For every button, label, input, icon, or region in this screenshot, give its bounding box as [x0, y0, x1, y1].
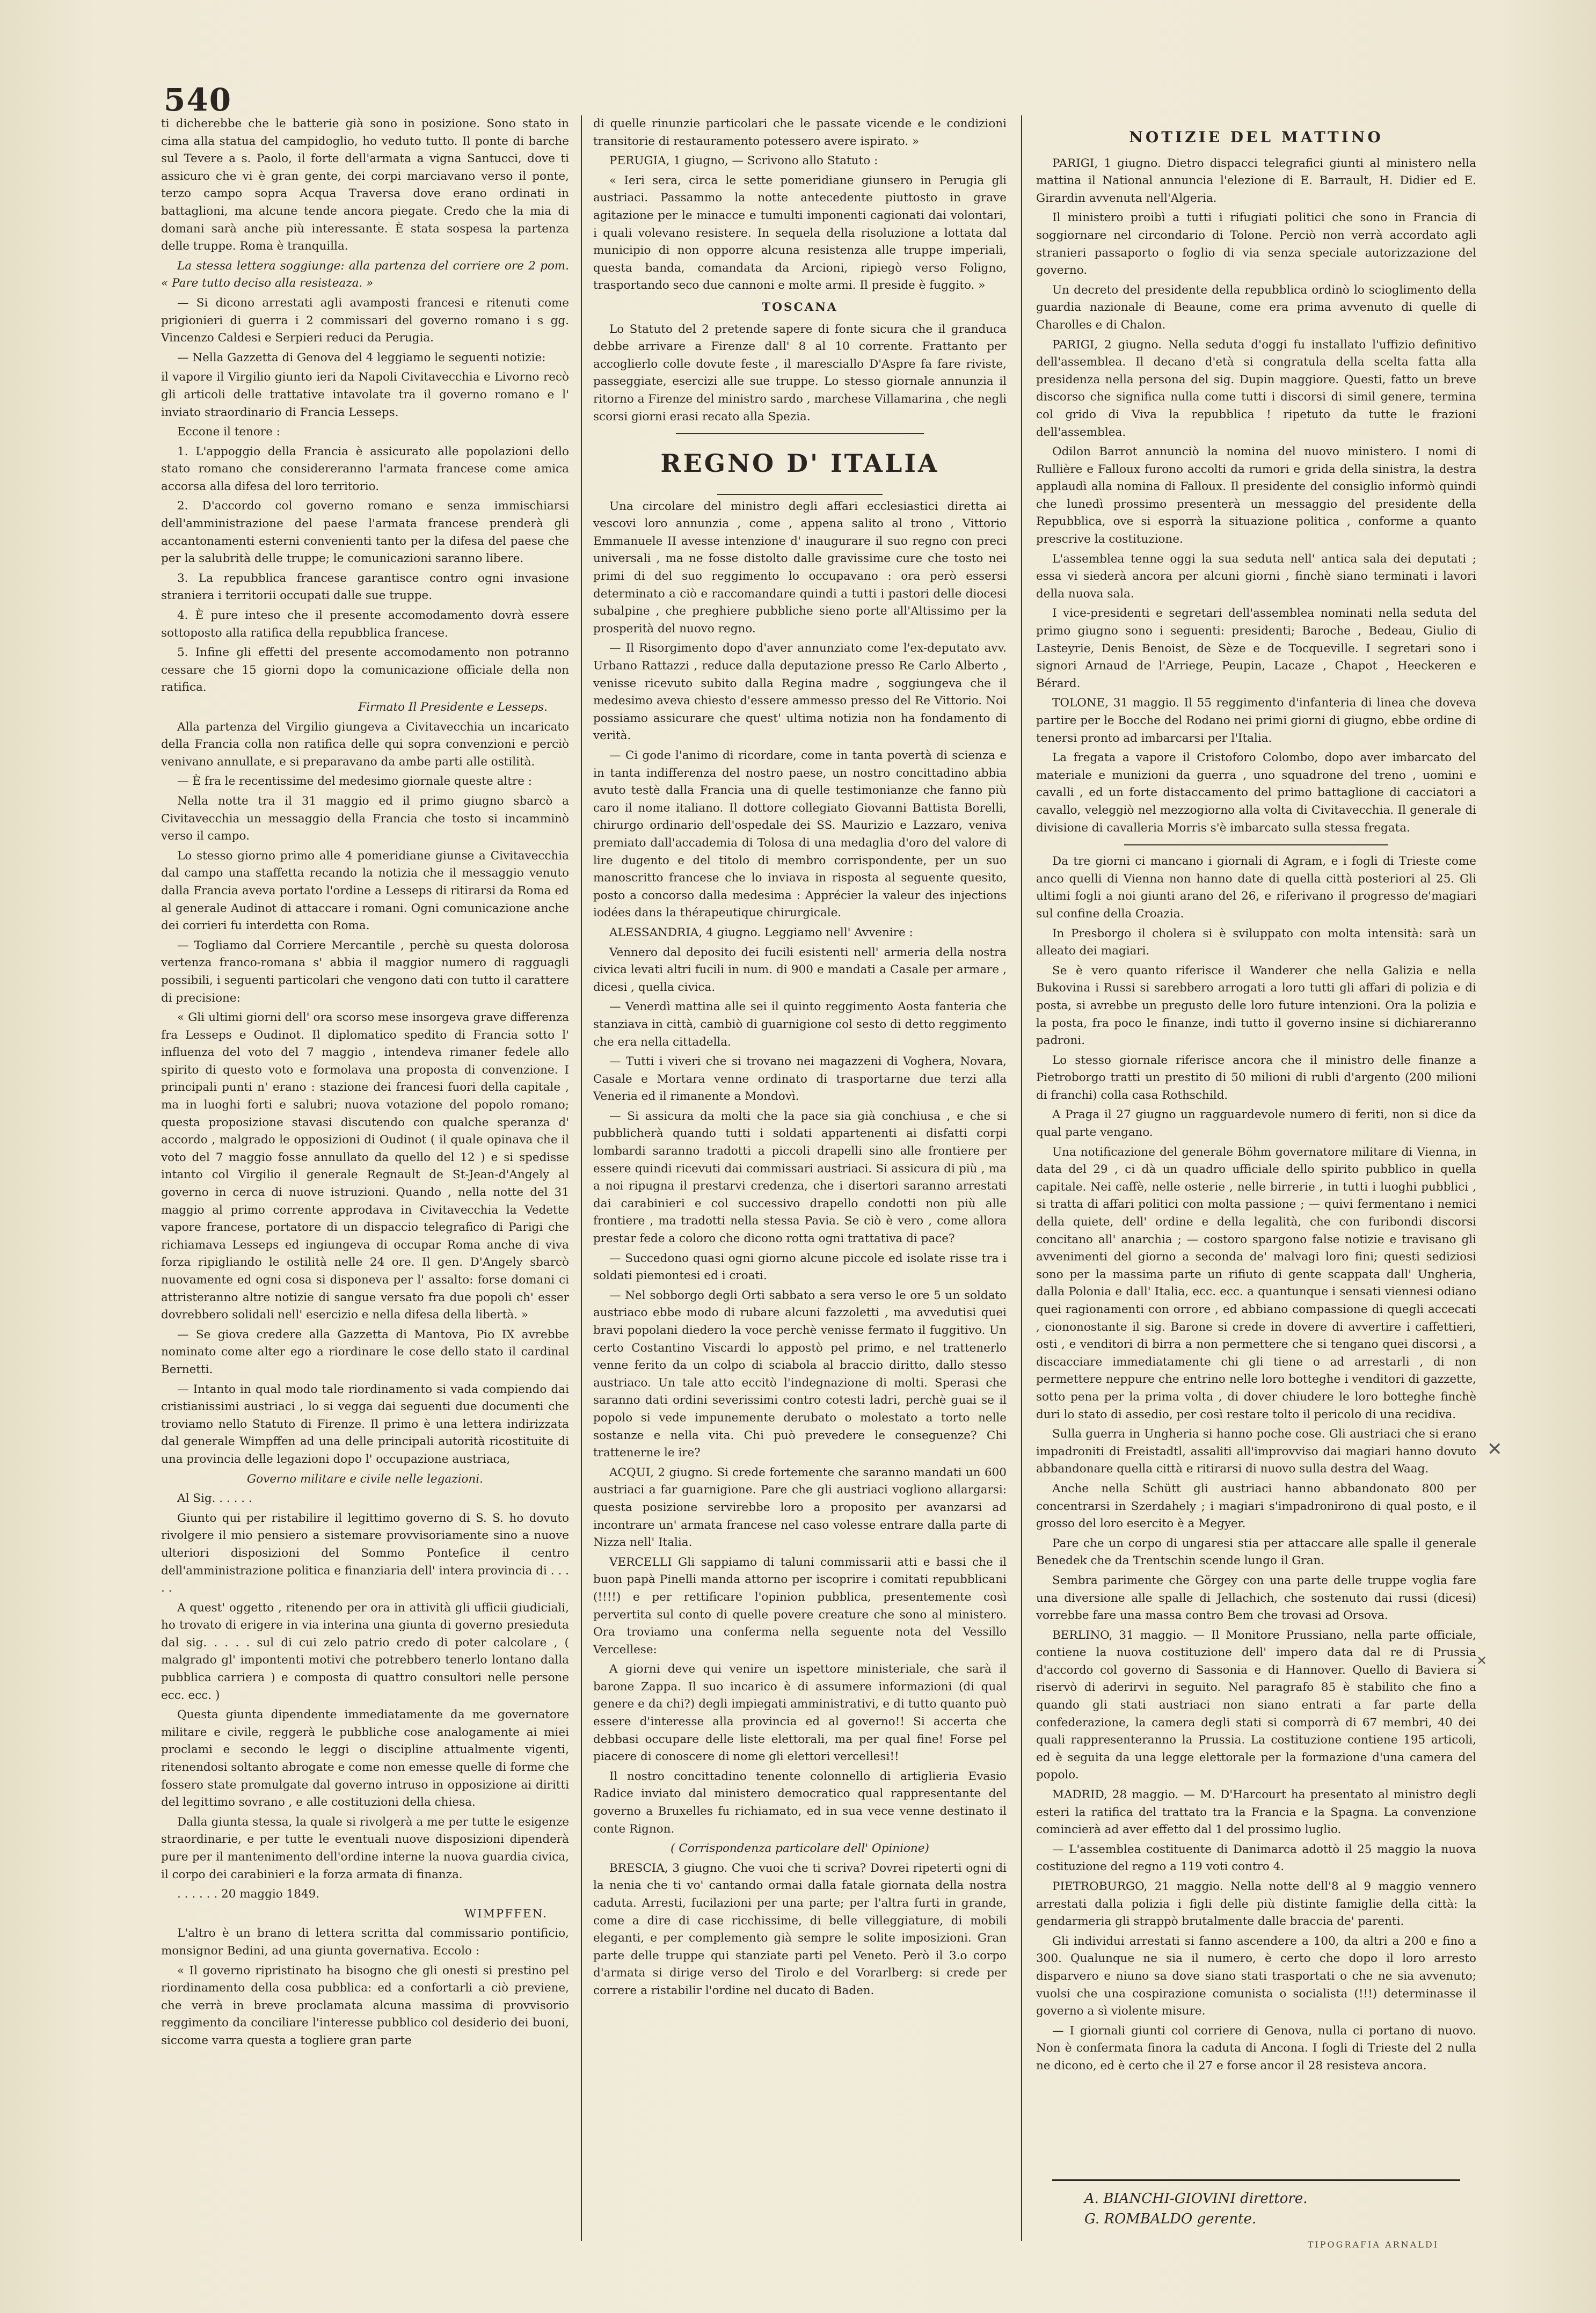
- paragraph: PIETROBURGO, 21 maggio. Nella notte dell'8 al 9 maggio vennero arrestati dalla polizia i figli delle più distinte famiglie della città: la gendarmeria gli strappò brutalmente dalle braccia de' parenti.: [1036, 1880, 1476, 1929]
- paragraph: Al Sig. . . . . .: [177, 1492, 252, 1506]
- paragraph: Giunto qui per ristabilire il legittimo governo di S. S. ho dovuto rivolgere il mio pensiero a sistemare provvisoriamente sino a nuove ulteriori disposizioni del Sommo Pontefice il centro dell'amministrazione politica e finanziaria dell' intera provincia di . . . . .: [161, 1511, 569, 1595]
- paragraph: Nella notte tra il 31 maggio ed il primo giugno sbarcò a Civitavecchia un messaggio della Francia che tosto si incamminò verso il campo.: [161, 794, 569, 843]
- section-heading-regno: REGNO D' ITALIA: [660, 449, 939, 478]
- column-3: [1036, 129, 1476, 2077]
- masthead-footer: [1052, 2179, 1460, 2255]
- column-2: [593, 115, 1007, 2002]
- paragraph: — Si assicura da molti che la pace sia già conchiusa , e che si pubblicherà quando tutti i soldati appartenenti ai disfatti corpi lombardi saranno tradotti a piccoli drapelli sino alle frontiere per essere quindi ricevuti dai commissari austriaci. Si assicura di più , ma a noi ripugna il prestarvi credenza, che i disertori saranno arrestati dai carabinieri e col successivo drapello condotti non più alle frontiere , ma tradotti nella stessa Pavia. Se ciò è vero , come allora prestar fede a coloro che dicono rotta ogni trattativa di pace?: [593, 1109, 1007, 1246]
- column-rule-2: [1021, 115, 1022, 2241]
- paragraph: Il nostro concittadino tenente colonnello di artiglieria Evasio Radice inviato dal ministero democratico qual rappresentante del governo a Bruxelles fu richiamato, ed in sua vece venne destinato il conte Rignon.: [593, 1769, 1007, 1836]
- paragraph: VERCELLI Gli sappiamo di taluni commissarii atti e bassi che il buon papà Pinelli manda attorno per iscoprire i comitati repubblicani (!!!!) e per rettificare l'opinion pubblica, presentemente così pervertita sul conto di quelle povere creature che sono al ministero. Ora troviamo una conferma nella seguente nota del Vessillo Vercellese:: [593, 1555, 1007, 1657]
- paragraph: I vice-presidenti e segretari dell'assemblea nominati nella seduta del primo giugno sono i seguenti: presidenti; Baroche , Bedeau, Giulio di Lasteyrie, Denis Benoist, de Sèze e de Tocqueville. I segretari sono i signori Arnaud de l'Arriege, Peupin, Lacaze , Chapot , Heeckeren e Bérard.: [1036, 607, 1476, 690]
- paragraph: — Se giova credere alla Gazzetta di Mantova, Pio IX avrebbe nominato come alter ego a riordinare le cose dello stato il cardinal Bernetti.: [161, 1327, 569, 1376]
- paragraph: La fregata a vapore il Cristoforo Colombo, dopo aver imbarcato del materiale e munizioni da guerra , uno squadrone del treno , uomini e cavalli , ed un forte distaccamento del primo battaglione di cacciatori a cavallo, veleggiò nel mezzogiorno alla volta di Civitavecchia. Il generale di divisione di cavalleria Morris s'è imbarcato sulla stessa fregata.: [1036, 751, 1476, 835]
- paragraph: Da tre giorni ci mancano i giornali di Agram, e i fogli di Trieste come anco quelli di Vienna non hanno date di quella città posteriori al 25. Gli ultimi fogli a noi giunti arano del 26, e riferivano il progresso de'magiari sul confine della Croazia.: [1036, 855, 1476, 921]
- paragraph: « Gli ultimi giorni dell' ora scorso mese insorgeva grave differenza fra Lesseps e Oudinot. Il diplomatico spedito di Francia sotto l' influenza del voto del 7 maggio , intendeva rimaner fedele allo spirito di questo voto e formolava una proposta di convenzione. I principali punti n' erano : stazione dei francesi fuori della capitale , ma in luoghi forti e salubri; nuova votazione del popolo romano; questa proposizione stavasi discutendo con qualche speranza d' accordo , malgrado le opposizioni di Oudinot ( il quale opinava che il voto del 7 maggio fosse annullato da quello del 12 ) e si spedisse intanto col Virgilio il generale Regnault de St-Jean-d'Angely al governo in cerca di nuove istruzioni. Quando , nella notte del 31 maggio al primo corrente approdava in Civitavecchia la Vedette vapore francese, portatore di un dispaccio telegrafico di Parigi che richiamava Lesseps ed ingiungeva di occupar Roma anche di viva forza ripigliando le ostilità nelle 24 ore. Il gen. D'Angely sbarcò nuovamente ed ogni cosa si disponeva per l' assalto: forse domani ci attristeranno altre notizie di sangue versato fra due popoli ch' esser dovrebbero solidali nell' esercizio e nella difesa della libertà. »: [161, 1011, 569, 1322]
- paragraph: Lo stesso giorno primo alle 4 pomeridiane giunse a Civitavecchia dal campo una staffetta recando la notizia che il messaggio venuto dalla Francia aveva portato l'ordine a Lesseps di ritirarsi da Roma ed al generale Audinot di attaccare i romani. Ogni comunicazione anche dei corrieri fu interdetta con Roma.: [161, 849, 569, 933]
- paragraph: 2. D'accordo col governo romano e senza immischiarsi dell'amministrazione del paese l'armata francese prenderà gli accantonamenti esterni convenienti tanto per la difesa del paese che per la salubrità delle truppe; le comunicazioni saranno libere.: [161, 499, 569, 566]
- paragraph: L'altro è un brano di lettera scritta dal commissario pontificio, monsignor Bedini, ad una giunta governativa. Eccolo :: [161, 1927, 569, 1958]
- paragraph: PERUGIA, 1 giugno, — Scrivono allo Statuto :: [609, 154, 878, 168]
- paragraph: Sembra parimente che Görgey con una parte delle truppe voglia fare una diversione alle spalle di Jellachich, che sostenuto dai russi (dicesi) vorrebbe fare una massa contro Bem che trovasi ad Orsova.: [1036, 1573, 1476, 1623]
- paragraph: Alla partenza del Virgilio giungeva a Civitavecchia un incaricato della Francia colla non ratifica delle qui sopra convenzioni e perciò venivano annullate, e si preparavano da ambe parti alle ostilità.: [161, 720, 569, 769]
- separator-line: [717, 494, 883, 495]
- paragraph: — Togliamo dal Corriere Mercantile , perchè su questa dolorosa vertenza franco-romana s' abbia il maggior numero di ragguagli possibili, i seguenti particolari che vengono dati con tutto il carattere di precisione:: [161, 938, 569, 1005]
- paragraph: PARIGI, 1 giugno. Dietro dispacci telegrafici giunti al ministero nella mattina il National annuncia l'elezione di E. Barrault, H. Didier ed E. Girardin avvenuta nell'Algeria.: [1036, 156, 1476, 205]
- paragraph: il vapore il Virgilio giunto ieri da Napoli Civitavecchia e Livorno recò gli articoli delle trattative intavolate tra il governo romano e l' inviato straordinario di Francia Lesseps.: [161, 370, 569, 419]
- paragraph: Una notificazione del generale Böhm governatore militare di Vienna, in data del 29 , ci dà un quadro ufficiale dello spirito pubblico in quella capitale. Nei caffè, nelle osterie , nelle birrerie , in tutti i luoghi pubblici , si tratta di affari politici con molta passione ; — quivi fermentano i nemici della quiete, dell' ordine e della legalità, che con furibondi discorsi concitano all' anarchia ; — costoro spargono false notizie e travisano gli avvenimenti del giorno a seconda de' malvagi loro fini; questi sediziosi sono per la massima parte un rifiuto di gente scappata dall' Ungheria, dalla Polonia e dall' Italia, ecc. ecc. a quantunque i sensati viennesi odiano quei ragionamenti con orrore , ed abbiano compassione di quegli accecati , ciononostante il sig. Barone si crede in dovere di avvertire i caffettieri, osti , e venditori di birra a non permettere che si tengano quei discorsi , a discacciare immediatamente chi gli tiene o ad arrestarli , di non permettere neppure che entrino nelle loro botteghe i venditori di gazzette, sotto pena per la prima volta , di dover chiudere le loro botteghe finchè duri lo stato di assedio, per così restare tolto il pericolo di una recidiva.: [1036, 1145, 1476, 1421]
- paragraph: 4. È pure inteso che il presente accomodamento dovrà essere sottoposto alla ratifica della repubblica francese.: [161, 609, 569, 640]
- paragraph: ACQUI, 2 giugno. Si crede fortemente che saranno mandati un 600 austriaci a far guarnigione. Pare che gli austriaci vogliono allargarsi: questa posizione servirebbe loro a proposito per avanzarsi ad incontrare un' armata francese nel caso volesse entrare dalla parte di Nizza nell' Italia.: [593, 1465, 1007, 1550]
- paragraph: La stessa lettera soggiunge: alla partenza del corriere ore 2 pom. « Pare tutto deciso alla resisteaza. »: [161, 259, 569, 290]
- section-heading-mattino: NOTIZIE DEL MATTINO: [1129, 128, 1383, 146]
- separator-line: [1124, 844, 1388, 845]
- paragraph: L'assemblea tenne oggi la sua seduta nell' antica sala dei deputati ; essa vi siederà ancora per alcuni giorni , finchè siano terminati i lavori della nuova sala.: [1036, 552, 1476, 601]
- dateline: . . . . . . 20 maggio 1849.: [177, 1887, 320, 1901]
- paragraph: — È fra le recentissime del medesimo giornale queste altre :: [177, 775, 533, 789]
- paragraph: Lo Statuto del 2 pretende sapere di fonte sicura che il granduca debbe arrivare a Firenze dall' 8 al 10 corrente. Frattanto per accoglierlo colle dovute feste , il maresciallo D'Aspre fa fare riviste, passeggiate, esercizi alle sue truppe. Lo stesso giornale annunzia il ritorno a Firenze del ministro sardo , marchese Villamarina , che negli scorsi giorni erasi recato alla Spezia.: [593, 322, 1007, 424]
- paragraph: — L'assemblea costituente di Danimarca adottò il 25 maggio la nuova costituzione del regno a 119 voti contro 4.: [1036, 1842, 1476, 1874]
- section-heading-toscana: TOSCANA: [762, 300, 838, 314]
- paragraph: MADRID, 28 maggio. — M. D'Harcourt ha presentato al ministro degli esteri la ratifica del trattato tra la Francia e la Spagna. La convenzione comincierà ad aver effetto dal 1 del prossimo luglio.: [1036, 1788, 1476, 1837]
- paragraph: di quelle rinunzie particolari che le passate vicende e le condizioni transitorie di restauramento potessero avere ispirato. »: [593, 117, 1007, 148]
- printer-credit: TIPOGRAFIA ARNALDI: [1307, 2239, 1439, 2250]
- document-heading: Governo militare e civile nelle legazioni.: [247, 1472, 483, 1486]
- signature: WIMPFFEN.: [464, 1907, 548, 1921]
- paragraph: ALESSANDRIA, 4 giugno. Leggiamo nell' Avvenire :: [609, 925, 913, 939]
- separator-line: [676, 433, 924, 434]
- column-1: [161, 115, 569, 2052]
- paragraph: Una circolare del ministro degli affari ecclesiastici diretta ai vescovi loro annunzia , come , appena salito al trono , Vittorio Emmanuele II avesse intenzione d' inaugurare il suo regno con preci universali , ma ne fosse distolto dalle gravissime cure che tosto nei primi di del suo reggimento lo occupavano : ora però essersi determinato a ciò e raccomandare quindi a tutti i pastori delle diocesi subalpine , che preghiere pubbliche sieno porte all'Altissimo per la prosperità del nuovo regno.: [593, 499, 1007, 636]
- paragraph: TOLONE, 31 maggio. Il 55 reggimento d'infanteria di linea che doveva partire per le Bocche del Rodano nei primi giorni di giugno, ebbe ordine di tenersi pronto ad imbarcarsi per l'Italia.: [1036, 696, 1476, 745]
- paragraph: In Presborgo il cholera si è sviluppato con molta intensità: sarà un alleato dei magiari.: [1036, 926, 1476, 958]
- paragraph: BRESCIA, 3 giugno. Che vuoi che ti scriva? Dovrei ripeterti ogni di la nenia che ti vo' cantando ormai dalla fatale giornata della nostra caduta. Arresti, fucilazioni per una parte; per l'altra furti in grande, come a dire di case ricchissime, di belle villeggiature, di mobili eleganti, e per complemento già sempre le solite imposizioni. Gran parte delle truppe qui stanziate parti pel Veneto. Però il 3.o corpo d'armata si dirige verso del Tirolo e del Vorarlberg: si crede per correre a ristabilir l'ordine nel ducato di Baden.: [593, 1861, 1007, 1997]
- margin-cross-mark: ✕: [1476, 1653, 1488, 1668]
- paragraph: 3. La repubblica francese garantisce contro ogni invasione straniera i territorii occupati dalle sue truppe.: [161, 571, 569, 603]
- paragraph: ti dicherebbe che le batterie già sono in posizione. Sono stato in cima alla statua del campidoglio, ho veduto tutto. Il ponte di barche sul Tevere a s. Paolo, il forte dell'armata a vigna Santucci, dove ti assicuro che vi è gran gente, dei corpi marciavano verso il ponte, terzo campo sopra Acqua Traversa dove erano ordinati in battaglioni, ma alcune tende ancora piegate. Credo che la mia di domani sarà anche più interessante. È stata sospesa la partenza delle truppe. Roma è tranquilla.: [161, 117, 569, 253]
- paragraph: 5. Infine gli effetti del presente accomodamento non potranno cessare che 15 giorni dopo la comunicazione officiale della non ratifica.: [161, 646, 569, 695]
- paragraph: « Ieri sera, circa le sette pomeridiane giunsero in Perugia gli austriaci. Passammo la notte antecedente piuttosto in grave agitazione per le minacce e tumulti imponenti cagionati dai volontari, i quali volevano resistere. In sequela della risoluzione a lottata dal municipio di non opporre alcuna resistenza alle truppe imperiali, questa banda, comandata da Arcioni, ripiegò verso Foligno, trasportando seco due cannoni e molte armi. Il preside è fuggito. »: [593, 173, 1007, 293]
- paragraph: — Si dicono arrestati agli avamposti francesi e ritenuti come prigionieri di guerra i 2 commissari del governo romano i s gg. Vincenzo Caldesi e Serpieri reduci da Perugia.: [161, 296, 569, 345]
- paragraph: Odilon Barrot annunciò la nomina del nuovo ministero. I nomi di Rullière e Falloux furono accolti da rumori e grida della sinistra, la destra applaudì alla nomina di Falloux. Il presidente del consiglio informò quindi che lunedì prossimo presenterà un messaggio del presidente della Repubblica, ove si esporrà la situazione politica , conforme a quanto prescrive la costituzione.: [1036, 445, 1476, 546]
- paragraph: Anche nella Schütt gli austriaci hanno abbandonato 800 per concentrarsi in Szerdahely ; i magiari s'impadronirono di qual posto, e il grosso del loro esercito è a Megyer.: [1036, 1482, 1476, 1531]
- paragraph: — Succedono quasi ogni giorno alcune piccole ed isolate risse tra i soldati piemontesi ed i croati.: [593, 1251, 1007, 1283]
- paragraph: — Nel sobborgo degli Orti sabbato a sera verso le ore 5 un soldato austriaco ebbe modo di rubare alcuni fazzoletti , ma avvedutisi quei bravi popolani diedero la voce perchè venisse fermato il fuggitivo. Un certo Costantino Viscardi lo appostò pel primo, e nel trattenerlo venne ferito da un colpo di sciabola al braccio diritto, dallo stesso austriaco. Un tale atto eccitò l'indegnazione di molti. Sperasi che saranno dati ordini severissimi contro cotesti ladri, perchè guai se il popolo si vede impunemente derubato o molestato a torto nelle sostanze e nella vita. Chi può prevedere le conseguenze? Chi trattenerne le ire?: [593, 1288, 1007, 1460]
- paragraph: Se è vero quanto riferisce il Wanderer che nella Galizia e nella Bukovina i Russi si sarebbero arrogati a loro tutti gli affari di polizia e di posta, si avrebbe un pregusto delle loro future intenzioni. Ora la polizia e la posta, fra poco le finanze, indi tutto il governo insine si dichiareranno padroni.: [1036, 964, 1476, 1048]
- paragraph: A Praga il 27 giugno un ragguardevole numero di feriti, non si dice da qual parte vengano.: [1036, 1108, 1476, 1140]
- margin-cross-mark: ✕: [1487, 1439, 1503, 1460]
- paragraph: Sulla guerra in Ungheria si hanno poche cose. Gli austriaci che si erano impadroniti di Freistadtl, assaliti all'improvviso dai magiari hanno dovuto abbandonare quella città e ritirarsi di nuovo sulla destra del Waag.: [1036, 1427, 1476, 1476]
- paragraph: — Tutti i viveri che si trovano nei magazzeni di Voghera, Novara, Casale e Mortara venne ordinato di trasportarne due terzi alla Veneria ed il rimanente a Mondovì.: [593, 1055, 1007, 1104]
- paragraph: — Intanto in qual modo tale riordinamento si vada compiendo dai cristianissimi austriaci , lo si vegga dai seguenti due documenti che troviamo nello Statuto di Firenze. Il primo è una lettera indirizzata dal generale Wimpffen ad una delle principali autorità ricostituite di una provincia delle legazioni dopo l' occupazione austriaca,: [161, 1382, 569, 1466]
- paragraph: Questa giunta dipendente immediatamente da me governatore militare e civile, reggerà le pubbliche cose analogamente ai miei proclami e secondo le leggi o discipline attualmente vigenti, ritenendosi soltanto abrogate e come non emesse quelle di forme che fossero state promulgate dal governo intruso in opposizione ai diritti del legittimo sovrano , e alle costituzioni della chiesa.: [161, 1708, 569, 1809]
- paragraph: — Ci gode l'animo di ricordare, come in tanta povertà di scienza e in tanta indifferenza del nostro paese, un nostro concittadino abbia avuto testè dalla Francia una di quelle testimonianze che fanno più caro il nome italiano. Il dottore collegiato Giovanni Battista Borelli, chirurgo ordinario dell'ospedale dei SS. Maurizio e Lazzaro, veniva premiato dall'accademia di Tolosa di una medaglia d'oro del valore di lire dugento e del titolo di membro corrispondente, per un suo manoscritto francese che lo inviava in risposta al seguente quesito, posto a concorso dalla medesima : Apprécier la valeur des injections iodées dans la thérapeutique chirurgicale.: [593, 749, 1007, 920]
- page-number: 540: [164, 82, 232, 118]
- footer-rule: [1052, 2179, 1460, 2181]
- paragraph: — Nella Gazzetta di Genova del 4 leggiamo le seguenti notizie:: [177, 351, 546, 364]
- paragraph: PARIGI, 2 giugno. Nella seduta d'oggi fu installato l'uffizio definitivo dell'assemblea. Il decano d'età si congratula della scelta fatta alla presidenza nella persona del sig. Dupin maggiore. Questi, fatto un breve discorso che significa nulla come tutti i discorsi di simil genere, termina col grido di Viva la repubblica ! ripetuto da tutte le frazioni dell'assemblea.: [1036, 338, 1476, 439]
- paragraph: Lo stesso giornale riferisce ancora che il ministro delle finanze a Pietroborgo tratti un prestito di 50 milioni di rubli d'argento (200 milioni di franchi) colla casa Rothschild.: [1036, 1053, 1476, 1102]
- paragraph: « Il governo ripristinato ha bisogno che gli onesti si prestino pel riordinamento della cosa pubblica: ed a confortarli a ciò previene, che verrà in breve proclamata alcuna massima di provvisorio reggimento da conciliare l'interesse pubblico col desiderio dei buoni, siccome varra questa a togliere gran parte: [161, 1964, 569, 2047]
- column-rule-1: [581, 115, 582, 2241]
- paragraph: 1. L'appoggio della Francia è assicurato alle popolazioni dello stato romano che considereranno l'armata francese come amica accorsa alla difesa del loro territorio.: [161, 444, 569, 493]
- paragraph: Pare che un corpo di ungaresi stia per attaccare alle spalle il generale Benedek che da Trentschin scende lungo il Gran.: [1036, 1536, 1476, 1568]
- paragraph: — Il Risorgimento dopo d'aver annunziato come l'ex-deputato avv. Urbano Rattazzi , reduce dalla deputazione presso Re Carlo Alberto , venisse ricevuto subito dalla Regina madre , soggiungeva che il medesimo aveva chiesto d'essere ammesso presso del Re Vittorio. Noi possiamo assicurare che quest' ultima notizia non ha fondamento di verità.: [593, 641, 1007, 743]
- paragraph: A quest' oggetto , ritenendo per ora in attività gli ufficii giudiciali, ho trovato di erigere in via interina una giunta di governo presieduta dal sig. . . . . sul di cui zelo patrio credo di poter calcolare , ( malgrado gl' impontenti motivi che potrebbero tenerlo lontano dalla pubblica carriera ) e composta di quattro consultori nelle persone ecc. ecc. ): [161, 1601, 569, 1702]
- correspondence-note: ( Corrispondenza particolare dell' Opinione): [671, 1842, 929, 1856]
- paragraph: — I giornali giunti col corriere di Genova, nulla ci portano di nuovo. Non è confermata finora la caduta di Ancona. I fogli di Trieste del 2 nulla ne dicono, ed è certo che il 27 e forse ancor il 28 resisteva ancora.: [1036, 2024, 1476, 2073]
- signature: Firmato Il Presidente e Lesseps.: [358, 701, 548, 714]
- paragraph: Eccone il tenore :: [177, 425, 280, 439]
- manager-credit: G. ROMBALDO gerente.: [1084, 2211, 1257, 2227]
- paragraph: Un decreto del presidente della repubblica ordinò lo scioglimento della guardia nazionale di Beaune, come era prima avvenuto di quelle di Charolles e di Chalon.: [1036, 283, 1476, 332]
- paragraph: — Venerdì mattina alle sei il quinto reggimento Aosta fanteria che stanziava in città, cambiò di guarnigione col sesto di detto reggimento che era nella cittadella.: [593, 1000, 1007, 1049]
- paragraph: Vennero dal deposito dei fucili esistenti nell' armeria della nostra civica levati altri fucili in num. di 900 e mandati a Casale per armare , dicesi , quella civica.: [593, 945, 1007, 994]
- paragraph: A giorni deve qui venire un ispettore ministeriale, che sarà il barone Zappa. Il suo incarico è di assumere informazioni (di qual genere e da chi?) degli impiegati amministrativi, e di tutto quanto può essere d'interesse alla provincia ed al governo!! Si accerta che debbasi occupare delle liste elettorali, ma per qual fine! Forse pel piacere di conoscere di nome gli elettori vercellesi!!: [593, 1662, 1007, 1764]
- paragraph: Il ministero proibì a tutti i rifugiati politici che sono in Francia di soggiornare nel circondario di Tolone. Perciò non verrà accordato agli stranieri passaporto o foglio di via senza speciale autorizzazione del governo.: [1036, 211, 1476, 278]
- director-credit: A. BIANCHI-GIOVINI direttore.: [1084, 2191, 1308, 2207]
- paragraph: Dalla giunta stessa, la quale si rivolgerà a me per tutte le esigenze straordinarie, e per tutte le eventuali nuove disposizioni dipenderà pure per il mantenimento dell'ordine interne la nuova guardia civica, il corpo dei carabinieri e la forza armata di finanza.: [161, 1815, 569, 1881]
- paragraph: Gli individui arrestati si fanno ascendere a 100, da altri a 200 e fino a 300. Qualunque ne sia il numero, è certo che dopo il loro arresto disparvero e niuno sa dove siano stati trasportati o che ne sia avvenuto; vuolsi che una cospirazione comunista o socialista (!!!) determinasse il governo a sì violente misure.: [1036, 1934, 1476, 2018]
- paragraph: BERLINO, 31 maggio. — Il Monitore Prussiano, nella parte officiale, contiene la nuova costituzione dell' impero data dal re di Prussia d'accordo col governo di Sassonia e di Hannover. Quello di Baviera si riservò di aderirvi in seguito. Nel paragrafo 85 è stabilito che fino a quando gli stati austriaci non siano entrati a far parte della confederazione, la camera degli stati si comporrà di 67 membri, 40 dei quali rappresenteranno la Prussia. La costituzione contiene 195 articoli, ed è seguita da una legge elettorale per la formazione d'una camera del popolo.: [1036, 1628, 1476, 1782]
